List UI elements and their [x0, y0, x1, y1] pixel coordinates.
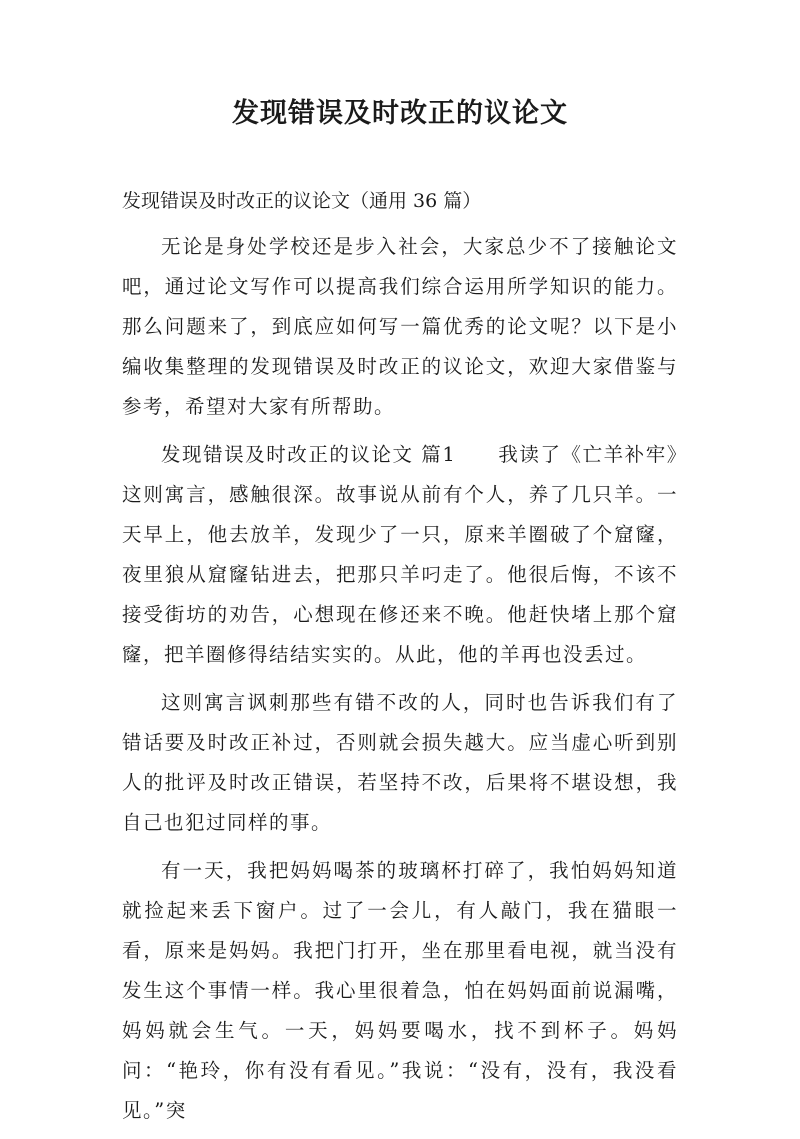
essay-paragraph-1: 发现错误及时改正的议论文 篇1 我读了《亡羊补牢》这则寓言，感触很深。故事说从前有个人，养了几只羊。一天早上，他去放羊，发现少了一只，原来羊圈破了个窟窿，夜里狼从窟窿钻进去，把那只羊叼走了。他很后悔，不该不接受街坊的劝告，心想现在修还来不晚。他赶快堵上那个窟窿，把羊圈修得结结实实的。从此，他的羊再也没丢过。 — [122, 443, 678, 666]
document-body — [122, 227, 678, 1139]
document-title: 发现错误及时改正的议论文 — [232, 98, 568, 129]
intro-paragraph: 无论是身处学校还是步入社会，大家总少不了接触论文吧，通过论文写作可以提高我们综合运用所学知识的能力。那么问题来了，到底应如何写一篇优秀的论文呢？以下是小编收集整理的发现错误及时改正的议论文，欢迎大家借鉴与参考，希望对大家有所帮助。 — [122, 235, 678, 418]
essay-paragraph-2: 这则寓言讽刺那些有错不改的人，同时也告诉我们有了错话要及时改正补过，否则就会损失越大。应当虚心听到别人的批评及时改正错误，若坚持不改，后果将不堪设想，我自己也犯过同样的事。 — [122, 691, 678, 834]
document-subtitle: 发现错误及时改正的议论文（通用 36 篇） — [122, 190, 482, 212]
essay-paragraph-3: 有一天，我把妈妈喝茶的玻璃杯打碎了，我怕妈妈知道就捡起来丢下窗户。过了一会儿，有人敲门，我在猫眼一看，原来是妈妈。我把门打开，坐在那里看电视，就当没有发生这个事情一样。我心里很着急，怕在妈妈面前说漏嘴，妈妈就会生气。一天，妈妈要喝水，找不到杯子。妈妈问：“艳玲，你有没有看见。”我说：“没有，没有，我没看见。”突 — [122, 859, 678, 1122]
